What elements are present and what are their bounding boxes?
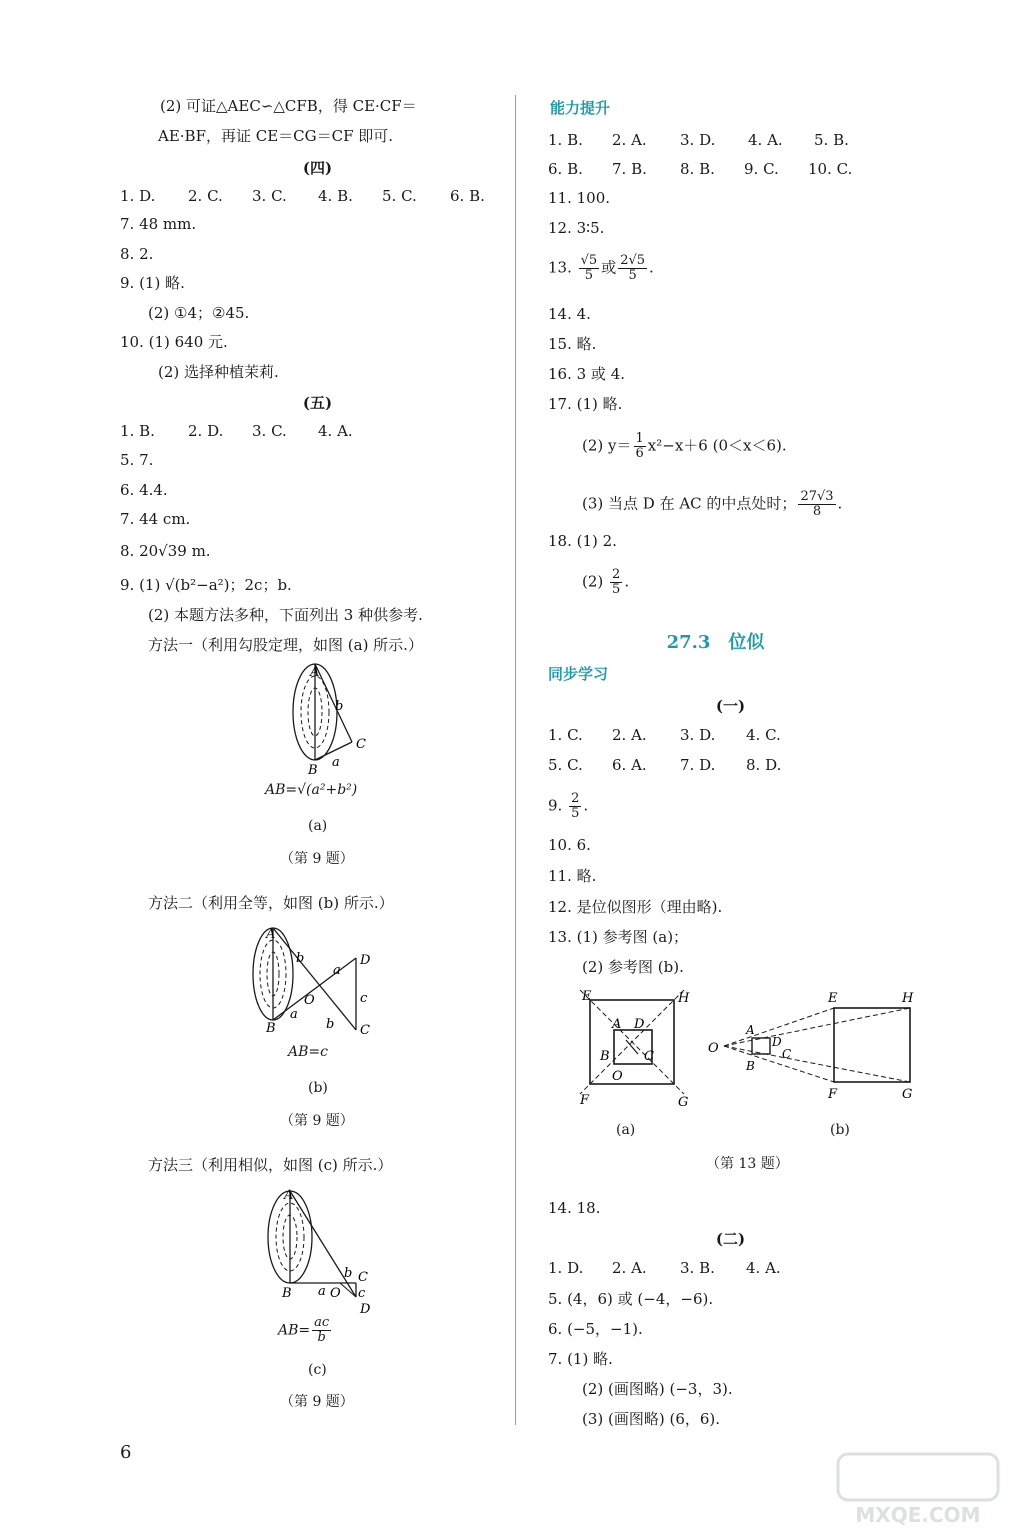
svg-text:C: C	[358, 1270, 368, 1285]
answer-line: 9. (1) 略.	[120, 274, 185, 292]
svg-text:b: b	[296, 951, 305, 966]
answer-item: 4. A.	[748, 131, 783, 149]
answer-item: 1. B.	[120, 422, 155, 440]
figure-label: (a)	[616, 1122, 636, 1138]
answer-item: 1. C.	[548, 726, 583, 744]
svg-text:C: C	[356, 737, 366, 752]
watermark-text: MXQE.COM	[855, 1503, 981, 1527]
svg-text:b: b	[344, 1266, 353, 1281]
svg-text:D: D	[360, 953, 371, 968]
answer-item: 8. B.	[680, 160, 715, 178]
section-heading: (五)	[302, 394, 333, 412]
fraction	[579, 254, 600, 283]
svg-text:E: E	[828, 991, 838, 1006]
numerator: 2	[571, 791, 580, 806]
svg-text:D: D	[772, 1035, 782, 1049]
svg-text:B: B	[746, 1059, 755, 1073]
answer-line: (2) $\frac{2}{5}$ .	[582, 567, 630, 597]
svg-text:H: H	[678, 991, 690, 1006]
svg-text:A: A	[612, 1017, 622, 1032]
answer-item: 2. D.	[188, 422, 224, 440]
text-line: (2) 可证△AEC∽△CFB，得 CE·CF＝	[160, 97, 417, 115]
answer-item: 2. A.	[612, 131, 647, 149]
svg-text:H: H	[902, 991, 914, 1006]
answer-line: 7. (1) 略.	[548, 1350, 613, 1368]
numerator: 2	[612, 567, 621, 582]
subsection-heading: 同步学习	[548, 665, 609, 683]
answer-line: 17. (1) 略.	[548, 395, 623, 413]
figure-9a	[270, 662, 380, 782]
answer-item: 3. D.	[680, 131, 716, 149]
column-divider	[515, 95, 516, 1425]
answer-line: (2) 参考图 (b).	[582, 958, 684, 976]
svg-text:G: G	[678, 1095, 689, 1108]
figure-label: (c)	[308, 1362, 327, 1378]
answer-line: 14. 4.	[548, 305, 591, 323]
numerator: ac	[314, 1315, 330, 1330]
answer-item: 1. D.	[120, 187, 156, 205]
question-number: 9.	[548, 796, 563, 815]
method-text: 方法二（利用全等，如图 (b) 所示.）	[148, 894, 394, 912]
figure-label: (b)	[308, 1080, 328, 1096]
watermark-logo	[836, 1450, 1006, 1530]
denominator: 5	[571, 806, 580, 821]
answer-line: 7. 48 mm.	[120, 215, 197, 233]
figure-label: (a)	[308, 818, 328, 834]
answer-item: 3. C.	[252, 187, 287, 205]
formula-suffix: x²−x＋6 (0＜x＜6).	[647, 436, 787, 455]
svg-text:F: F	[580, 1093, 590, 1108]
answer-line: 12. 3∶5.	[548, 219, 605, 237]
answer-text: (3) 当点 D 在 AC 的中点处时；	[582, 494, 797, 513]
svg-text:A: A	[266, 927, 276, 942]
svg-text:c: c	[358, 1286, 366, 1301]
formula-9a: AB=√(a²+b²)	[265, 782, 358, 798]
svg-text:O: O	[330, 1286, 341, 1301]
svg-text:a: a	[333, 963, 341, 978]
answer-line: 8. 2.	[120, 245, 154, 263]
denominator: b	[317, 1330, 326, 1345]
figure-caption: （第 9 题）	[280, 1113, 354, 1129]
denominator: 5	[628, 268, 637, 283]
svg-text:b: b	[326, 1017, 335, 1032]
answer-item: 3. C.	[252, 422, 287, 440]
answer-item: 9. C.	[744, 160, 779, 178]
answer-item: 2. A.	[612, 726, 647, 744]
formula-9c	[278, 1316, 333, 1345]
answer-line: 18. (1) 2.	[548, 532, 617, 550]
svg-text:G: G	[902, 1087, 913, 1102]
text-line: AE·BF，再证 CE＝CG＝CF 即可.	[158, 127, 394, 145]
fraction	[634, 432, 646, 461]
answer-line: 13. $\frac{√5}{5}$ 或 $\frac{2√5}{5}$ .	[548, 253, 654, 283]
section-heading: (一)	[715, 697, 746, 715]
svg-text:B: B	[308, 763, 318, 778]
svg-text:C: C	[782, 1047, 792, 1061]
svg-text:O: O	[708, 1041, 719, 1056]
fraction	[312, 1316, 331, 1345]
page-number: 6	[120, 1442, 132, 1463]
answer-line: 7. 44 cm.	[120, 510, 191, 528]
connector-text: 或	[601, 258, 617, 277]
answer-line: 15. 略.	[548, 335, 597, 353]
formula-prefix: AB=	[278, 1322, 311, 1339]
answer-line: 10. (1) 640 元.	[120, 333, 228, 351]
fraction	[798, 490, 835, 519]
answer-item: 3. D.	[680, 726, 716, 744]
answer-line: (2) 选择种植茉莉.	[158, 363, 279, 381]
answer-line: 9. $\frac{2}{5}$ .	[548, 791, 589, 821]
part-label: (2)	[582, 572, 604, 591]
answer-line: (2) (画图略) (−3，3).	[582, 1380, 733, 1398]
svg-text:a: a	[332, 755, 340, 770]
subsection-heading: 能力提升	[550, 99, 611, 117]
numerator: 27√3	[800, 489, 834, 504]
svg-text:B: B	[266, 1021, 276, 1036]
svg-text:A: A	[746, 1023, 755, 1037]
answer-line: 12. 是位似图形（理由略).	[548, 898, 723, 916]
svg-text:c: c	[360, 991, 368, 1006]
answer-item: 10. C.	[808, 160, 853, 178]
answer-line: (2) ①4；②45.	[148, 304, 250, 322]
svg-text:b: b	[335, 699, 344, 714]
answer-line: 16. 3 或 4.	[548, 365, 626, 383]
numerator: √5	[580, 253, 598, 268]
answer-item: 5. C.	[382, 187, 417, 205]
method-text: 方法三（利用相似，如图 (c) 所示.）	[148, 1156, 393, 1174]
answer-item: 7. D.	[680, 756, 716, 774]
question-number: 13.	[548, 258, 572, 277]
answer-item: 4. B.	[318, 187, 353, 205]
formula-prefix: (2) y＝	[582, 436, 632, 455]
answer-item: 4. A.	[746, 1259, 781, 1277]
svg-text:D: D	[634, 1017, 645, 1032]
answer-line: 11. 略.	[548, 867, 597, 885]
answer-line: 6. (−5，−1).	[548, 1320, 643, 1338]
svg-text:C: C	[360, 1023, 370, 1037]
answer-line: 10. 6.	[548, 836, 591, 854]
svg-text:A: A	[310, 665, 320, 680]
answer-line: 5. (4，6) 或 (−4，−6).	[548, 1290, 714, 1308]
formula-9b: AB=c	[288, 1044, 328, 1060]
svg-text:B: B	[282, 1286, 292, 1301]
figure-caption: （第 9 题）	[280, 851, 354, 867]
answer-line: 11. 100.	[548, 189, 611, 207]
figure-caption: （第 9 题）	[280, 1394, 354, 1410]
answer-item: 1. D.	[548, 1259, 584, 1277]
denominator: 6	[635, 446, 644, 461]
fraction	[610, 568, 622, 597]
svg-text:B: B	[600, 1049, 610, 1064]
section-title: 27.3 位似	[666, 632, 765, 653]
denominator: 5	[612, 582, 621, 597]
answer-line: 5. 7.	[120, 451, 154, 469]
fraction	[569, 792, 581, 821]
section-heading: (二)	[715, 1230, 746, 1248]
answer-item: 5. C.	[548, 756, 583, 774]
answer-item: 4. A.	[318, 422, 353, 440]
answer-line: (3) (画图略) (6，6).	[582, 1410, 721, 1428]
figure-9c	[260, 1185, 380, 1315]
answer-item: 8. D.	[746, 756, 782, 774]
numerator: 2√5	[620, 253, 646, 268]
answer-line: (3) 当点 D 在 AC 的中点处时； $\frac{27√3}{8}$ .	[582, 489, 843, 519]
denominator: 5	[584, 268, 594, 283]
answer-item: 1. B.	[548, 131, 583, 149]
answer-line: 14. 18.	[548, 1199, 601, 1217]
svg-text:O: O	[612, 1069, 623, 1084]
numerator: 1	[635, 431, 644, 446]
svg-text:D: D	[360, 1302, 371, 1315]
answer-line: 6. 4.4.	[120, 481, 168, 499]
denominator: 8	[812, 504, 822, 519]
svg-text:O: O	[304, 993, 315, 1008]
svg-text:E: E	[582, 989, 592, 1004]
answer-item: 7. B.	[612, 160, 647, 178]
answer-item: 6. B.	[450, 187, 485, 205]
fraction	[618, 254, 647, 283]
svg-text:a: a	[318, 1284, 326, 1299]
figure-label: (b)	[830, 1122, 850, 1138]
figure-13a	[578, 988, 698, 1108]
svg-text:F: F	[828, 1087, 838, 1102]
answer-line: (2) 本题方法多种，下面列出 3 种供参考.	[148, 606, 423, 624]
svg-text:A: A	[284, 1188, 294, 1203]
answer-line: 13. (1) 参考图 (a)；	[548, 928, 689, 946]
section-heading: (四)	[302, 159, 333, 177]
answer-item: 6. B.	[548, 160, 583, 178]
svg-text:C: C	[644, 1049, 654, 1064]
answer-item: 3. B.	[680, 1259, 715, 1277]
answer-item: 4. C.	[746, 726, 781, 744]
answer-item: 6. A.	[612, 756, 647, 774]
answer-line: 8. 20√39 m.	[120, 542, 211, 560]
answer-item: 2. A.	[612, 1259, 647, 1277]
figure-9b	[248, 922, 388, 1037]
answer-item: 2. C.	[188, 187, 223, 205]
method-text: 方法一（利用勾股定理，如图 (a) 所示.）	[148, 636, 423, 654]
answer-item: 5. B.	[814, 131, 849, 149]
svg-text:a: a	[290, 1007, 298, 1022]
answer-line: 9. (1) √(b²−a²)；2c；b.	[120, 576, 292, 594]
figure-13b	[706, 988, 926, 1108]
figure-caption: （第 13 题）	[706, 1156, 789, 1172]
answer-line	[582, 432, 787, 461]
